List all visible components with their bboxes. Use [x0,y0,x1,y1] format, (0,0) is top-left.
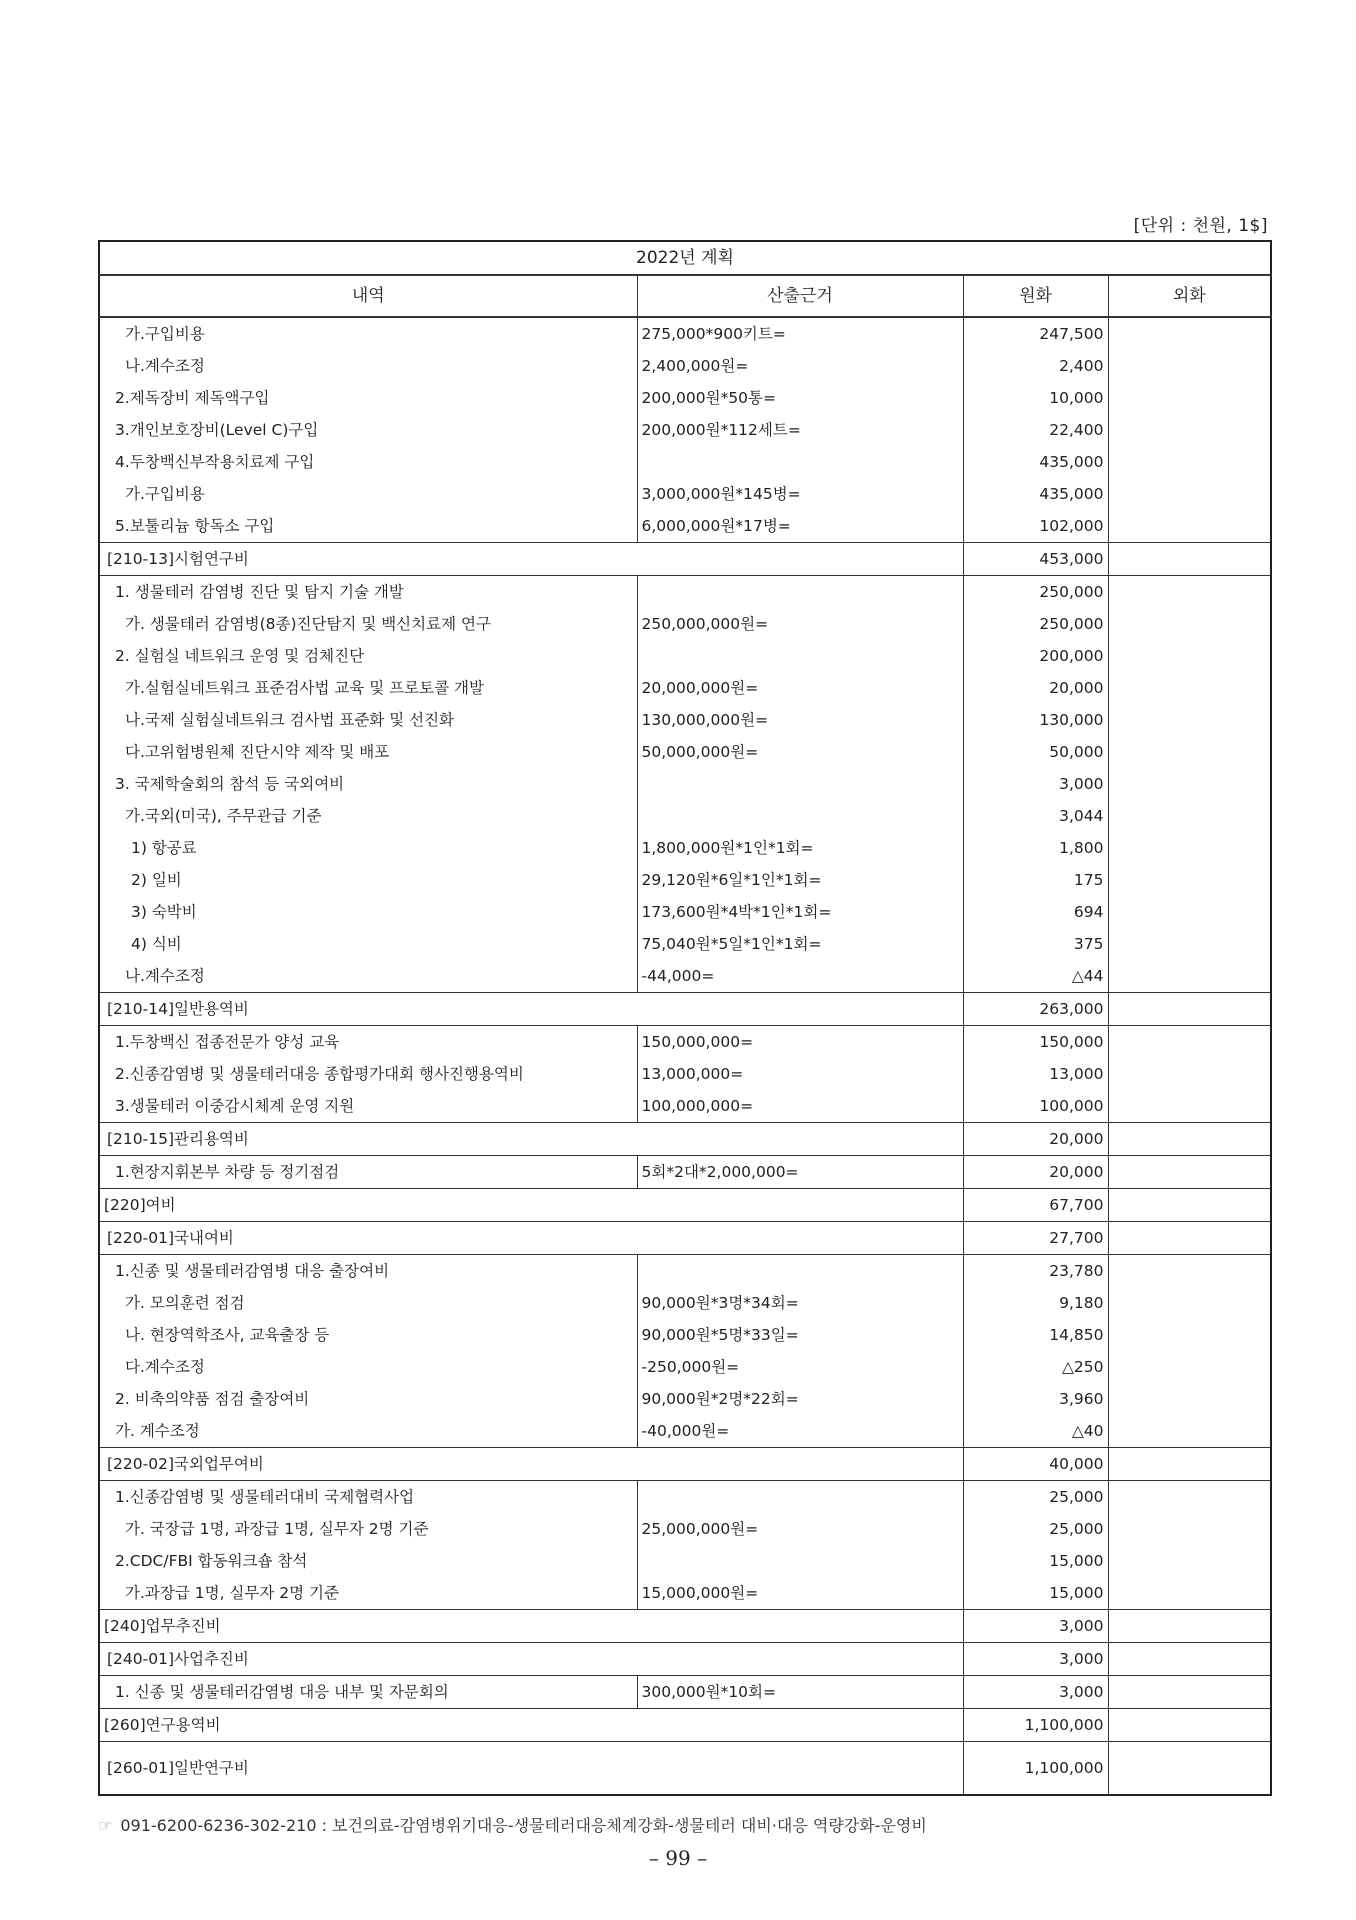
table-row [99,1676,1271,1709]
row-won-amount: 453,000 [963,543,1108,576]
table-row [99,1513,1271,1545]
row-foreign-amount [1108,1610,1271,1643]
row-description: [210-15]관리용역비 [99,1123,963,1156]
row-foreign-amount [1108,1709,1271,1742]
table-row [99,1123,1271,1156]
row-basis: 200,000원*112세트= [637,414,963,446]
row-description: 가.과장급 1명, 실무자 2명 기준 [99,1577,637,1610]
row-description: [260]연구용역비 [99,1709,963,1742]
row-won-amount: 20,000 [963,1156,1108,1189]
row-foreign-amount [1108,1577,1271,1610]
page-number: – 99 – [648,1846,708,1870]
row-description: 2.CDC/FBI 합동워크숍 참석 [99,1545,637,1577]
row-foreign-amount [1108,1545,1271,1577]
row-won-amount: 694 [963,896,1108,928]
row-basis: 5회*2대*2,000,000= [637,1156,963,1189]
plan-title: 2022년 계획 [99,241,1271,275]
row-won-amount: 3,000 [963,1676,1108,1709]
table-row [99,1448,1271,1481]
row-won-amount: 3,000 [963,768,1108,800]
table-row [99,1189,1271,1222]
budget-table [98,240,1272,1796]
row-foreign-amount [1108,928,1271,960]
table-row [99,1415,1271,1448]
row-description: 3.생물테러 이중감시체계 운영 지원 [99,1090,637,1123]
row-description: [210-13]시험연구비 [99,543,963,576]
row-description: 2.신종감염병 및 생물테러대응 종합평가대회 행사진행용역비 [99,1058,637,1090]
row-foreign-amount [1108,1123,1271,1156]
row-description: [260-01]일반연구비 [99,1742,963,1796]
row-foreign-amount [1108,1058,1271,1090]
row-foreign-amount [1108,960,1271,993]
row-won-amount: 14,850 [963,1319,1108,1351]
row-foreign-amount [1108,832,1271,864]
row-basis: 90,000원*3명*34회= [637,1287,963,1319]
row-description: 3) 숙박비 [99,896,637,928]
row-won-amount: 3,000 [963,1610,1108,1643]
row-basis [637,640,963,672]
row-description: 1.신종감염병 및 생물테러대비 국제협력사업 [99,1481,637,1514]
table-row [99,317,1271,350]
row-won-amount: 3,960 [963,1383,1108,1415]
pointing-hand-icon: ☞ [98,1816,113,1835]
row-description: 5.보툴리늄 항독소 구입 [99,510,637,543]
row-won-amount: 200,000 [963,640,1108,672]
row-description: 1. 신종 및 생물테러감염병 대응 내부 및 자문회의 [99,1676,637,1709]
table-row [99,704,1271,736]
table-row [99,1222,1271,1255]
table-row [99,864,1271,896]
table-row [99,1709,1271,1742]
row-basis: 300,000원*10회= [637,1676,963,1709]
table-row [99,640,1271,672]
row-foreign-amount [1108,1643,1271,1676]
row-description: 3. 국제학술회의 참석 등 국외여비 [99,768,637,800]
row-basis [637,768,963,800]
row-basis: 6,000,000원*17병= [637,510,963,543]
row-foreign-amount [1108,640,1271,672]
row-won-amount: 375 [963,928,1108,960]
row-basis [637,1255,963,1288]
row-foreign-amount [1108,478,1271,510]
row-won-amount: △44 [963,960,1108,993]
table-row [99,510,1271,543]
header-foreign: 외화 [1108,275,1271,317]
row-description: 2.제독장비 제독액구입 [99,382,637,414]
row-basis [637,446,963,478]
table-row [99,1577,1271,1610]
row-foreign-amount [1108,1222,1271,1255]
row-foreign-amount [1108,543,1271,576]
table-row [99,1058,1271,1090]
row-won-amount: 15,000 [963,1577,1108,1610]
row-description: 가. 생물테러 감염병(8종)진단탐지 및 백신치료제 연구 [99,608,637,640]
row-won-amount: 23,780 [963,1255,1108,1288]
row-foreign-amount [1108,1255,1271,1288]
table-row [99,800,1271,832]
row-basis: 100,000,000= [637,1090,963,1123]
row-basis: 75,040원*5일*1인*1회= [637,928,963,960]
row-foreign-amount [1108,1513,1271,1545]
row-foreign-amount [1108,1189,1271,1222]
row-won-amount: 250,000 [963,608,1108,640]
row-foreign-amount [1108,576,1271,609]
table-row [99,1481,1271,1514]
row-won-amount: 100,000 [963,1090,1108,1123]
row-description: 2. 비축의약품 점검 출장여비 [99,1383,637,1415]
table-row [99,1026,1271,1059]
row-description: 나. 현장역학조사, 교육출장 등 [99,1319,637,1351]
footnote-text: 091-6200-6236-302-210 : 보건의료-감염병위기대응-생물테러대응체계강화-생물테러 대비·대응 역량강화-운영비 [120,1816,927,1835]
row-basis: 173,600원*4박*1인*1회= [637,896,963,928]
row-won-amount: 150,000 [963,1026,1108,1059]
row-description: [220-01]국내여비 [99,1222,963,1255]
row-won-amount: 3,044 [963,800,1108,832]
table-row [99,1287,1271,1319]
table-row [99,1156,1271,1189]
table-row [99,543,1271,576]
table-row [99,608,1271,640]
row-won-amount: 2,400 [963,350,1108,382]
unit-note: [단위 : 천원, 1$] [1133,216,1268,236]
row-basis: 25,000,000원= [637,1513,963,1545]
row-won-amount: 1,100,000 [963,1709,1108,1742]
row-basis: -250,000원= [637,1351,963,1383]
row-won-amount: 9,180 [963,1287,1108,1319]
row-won-amount: 22,400 [963,414,1108,446]
row-won-amount: 1,800 [963,832,1108,864]
table-row [99,414,1271,446]
row-description: 1.현장지휘본부 차량 등 정기점검 [99,1156,637,1189]
row-basis: 250,000,000원= [637,608,963,640]
row-basis: 13,000,000= [637,1058,963,1090]
table-row [99,1090,1271,1123]
row-basis: 1,800,000원*1인*1회= [637,832,963,864]
row-description: [240]업무추진비 [99,1610,963,1643]
row-description: [220]여비 [99,1189,963,1222]
row-description: 나.국제 실험실네트워크 검사법 표준화 및 선진화 [99,704,637,736]
table-row [99,896,1271,928]
table-row [99,1742,1271,1796]
footnote [98,1813,927,1836]
row-description: 1.신종 및 생물테러감염병 대응 출장여비 [99,1255,637,1288]
table-row [99,768,1271,800]
table-row [99,832,1271,864]
row-basis: 90,000원*2명*22회= [637,1383,963,1415]
row-foreign-amount [1108,1156,1271,1189]
row-foreign-amount [1108,704,1271,736]
row-foreign-amount [1108,864,1271,896]
table-row [99,1610,1271,1643]
row-foreign-amount [1108,608,1271,640]
row-foreign-amount [1108,768,1271,800]
row-description: 1. 생물테러 감염병 진단 및 탐지 기술 개발 [99,576,637,609]
row-foreign-amount [1108,896,1271,928]
table-row [99,1351,1271,1383]
table-row [99,382,1271,414]
row-foreign-amount [1108,1287,1271,1319]
row-basis: -40,000원= [637,1415,963,1448]
table-row [99,446,1271,478]
row-won-amount: 25,000 [963,1513,1108,1545]
row-basis: 29,120원*6일*1인*1회= [637,864,963,896]
table-row [99,736,1271,768]
row-foreign-amount [1108,317,1271,350]
row-foreign-amount [1108,1351,1271,1383]
row-basis: 90,000원*5명*33일= [637,1319,963,1351]
row-foreign-amount [1108,1319,1271,1351]
row-description: [240-01]사업추진비 [99,1643,963,1676]
row-basis: 50,000,000원= [637,736,963,768]
row-description: 1) 항공료 [99,832,637,864]
row-won-amount: 13,000 [963,1058,1108,1090]
table-row [99,1319,1271,1351]
row-won-amount: 20,000 [963,672,1108,704]
row-foreign-amount [1108,736,1271,768]
header-description: 내역 [99,275,637,317]
row-description: 가.구입비용 [99,478,637,510]
row-won-amount: 1,100,000 [963,1742,1108,1796]
row-foreign-amount [1108,993,1271,1026]
row-basis [637,576,963,609]
row-basis: 20,000,000원= [637,672,963,704]
row-description: 다.고위험병원체 진단시약 제작 및 배포 [99,736,637,768]
row-foreign-amount [1108,414,1271,446]
row-basis: 200,000원*50통= [637,382,963,414]
table-row [99,928,1271,960]
row-foreign-amount [1108,510,1271,543]
table-row [99,1255,1271,1288]
row-won-amount: 15,000 [963,1545,1108,1577]
row-foreign-amount [1108,350,1271,382]
table-row [99,672,1271,704]
table-row [99,1545,1271,1577]
row-won-amount: 10,000 [963,382,1108,414]
row-description: [220-02]국외업무여비 [99,1448,963,1481]
table-row [99,993,1271,1026]
header-basis: 산출근거 [637,275,963,317]
row-description: [210-14]일반용역비 [99,993,963,1026]
table-body [99,317,1271,1795]
row-description: 4) 식비 [99,928,637,960]
row-foreign-amount [1108,382,1271,414]
header-won: 원화 [963,275,1108,317]
row-basis [637,800,963,832]
row-won-amount: 435,000 [963,478,1108,510]
row-basis: 3,000,000원*145병= [637,478,963,510]
row-basis: 150,000,000= [637,1026,963,1059]
row-basis: 15,000,000원= [637,1577,963,1610]
row-description: 3.개인보호장비(Level C)구입 [99,414,637,446]
row-foreign-amount [1108,800,1271,832]
table-row [99,1643,1271,1676]
row-basis: 275,000*900키트= [637,317,963,350]
table-row [99,1383,1271,1415]
row-foreign-amount [1108,1415,1271,1448]
row-foreign-amount [1108,1481,1271,1514]
row-description: 가.실험실네트워크 표준검사법 교육 및 프로토콜 개발 [99,672,637,704]
row-won-amount: 50,000 [963,736,1108,768]
row-description: 가. 계수조정 [99,1415,637,1448]
row-won-amount: 3,000 [963,1643,1108,1676]
row-won-amount: 435,000 [963,446,1108,478]
table-row [99,576,1271,609]
row-description: 4.두창백신부작용치료제 구입 [99,446,637,478]
row-won-amount: 67,700 [963,1189,1108,1222]
row-won-amount: △250 [963,1351,1108,1383]
row-won-amount: 247,500 [963,317,1108,350]
row-won-amount: 250,000 [963,576,1108,609]
row-won-amount: 25,000 [963,1481,1108,1514]
row-won-amount: 102,000 [963,510,1108,543]
row-foreign-amount [1108,1383,1271,1415]
row-description: 가. 국장급 1명, 과장급 1명, 실무자 2명 기준 [99,1513,637,1545]
row-description: 가.국외(미국), 주무관급 기준 [99,800,637,832]
row-basis [637,1545,963,1577]
table-row [99,350,1271,382]
row-foreign-amount [1108,1448,1271,1481]
row-description: 가. 모의훈련 점검 [99,1287,637,1319]
table-row [99,960,1271,993]
row-won-amount: △40 [963,1415,1108,1448]
row-description: 다.계수조정 [99,1351,637,1383]
row-basis: -44,000= [637,960,963,993]
row-description: 나.계수조정 [99,350,637,382]
row-description: 가.구입비용 [99,317,637,350]
row-foreign-amount [1108,1676,1271,1709]
row-description: 1.두창백신 접종전문가 양성 교육 [99,1026,637,1059]
row-foreign-amount [1108,672,1271,704]
row-won-amount: 20,000 [963,1123,1108,1156]
table-row [99,478,1271,510]
row-description: 나.계수조정 [99,960,637,993]
row-won-amount: 40,000 [963,1448,1108,1481]
row-won-amount: 263,000 [963,993,1108,1026]
row-won-amount: 130,000 [963,704,1108,736]
row-description: 2) 일비 [99,864,637,896]
row-won-amount: 175 [963,864,1108,896]
row-foreign-amount [1108,1026,1271,1059]
row-won-amount: 27,700 [963,1222,1108,1255]
row-basis: 130,000,000원= [637,704,963,736]
row-foreign-amount [1108,1090,1271,1123]
row-foreign-amount [1108,446,1271,478]
row-foreign-amount [1108,1742,1271,1796]
row-description: 2. 실험실 네트워크 운영 및 검체진단 [99,640,637,672]
row-basis [637,1481,963,1514]
row-basis: 2,400,000원= [637,350,963,382]
